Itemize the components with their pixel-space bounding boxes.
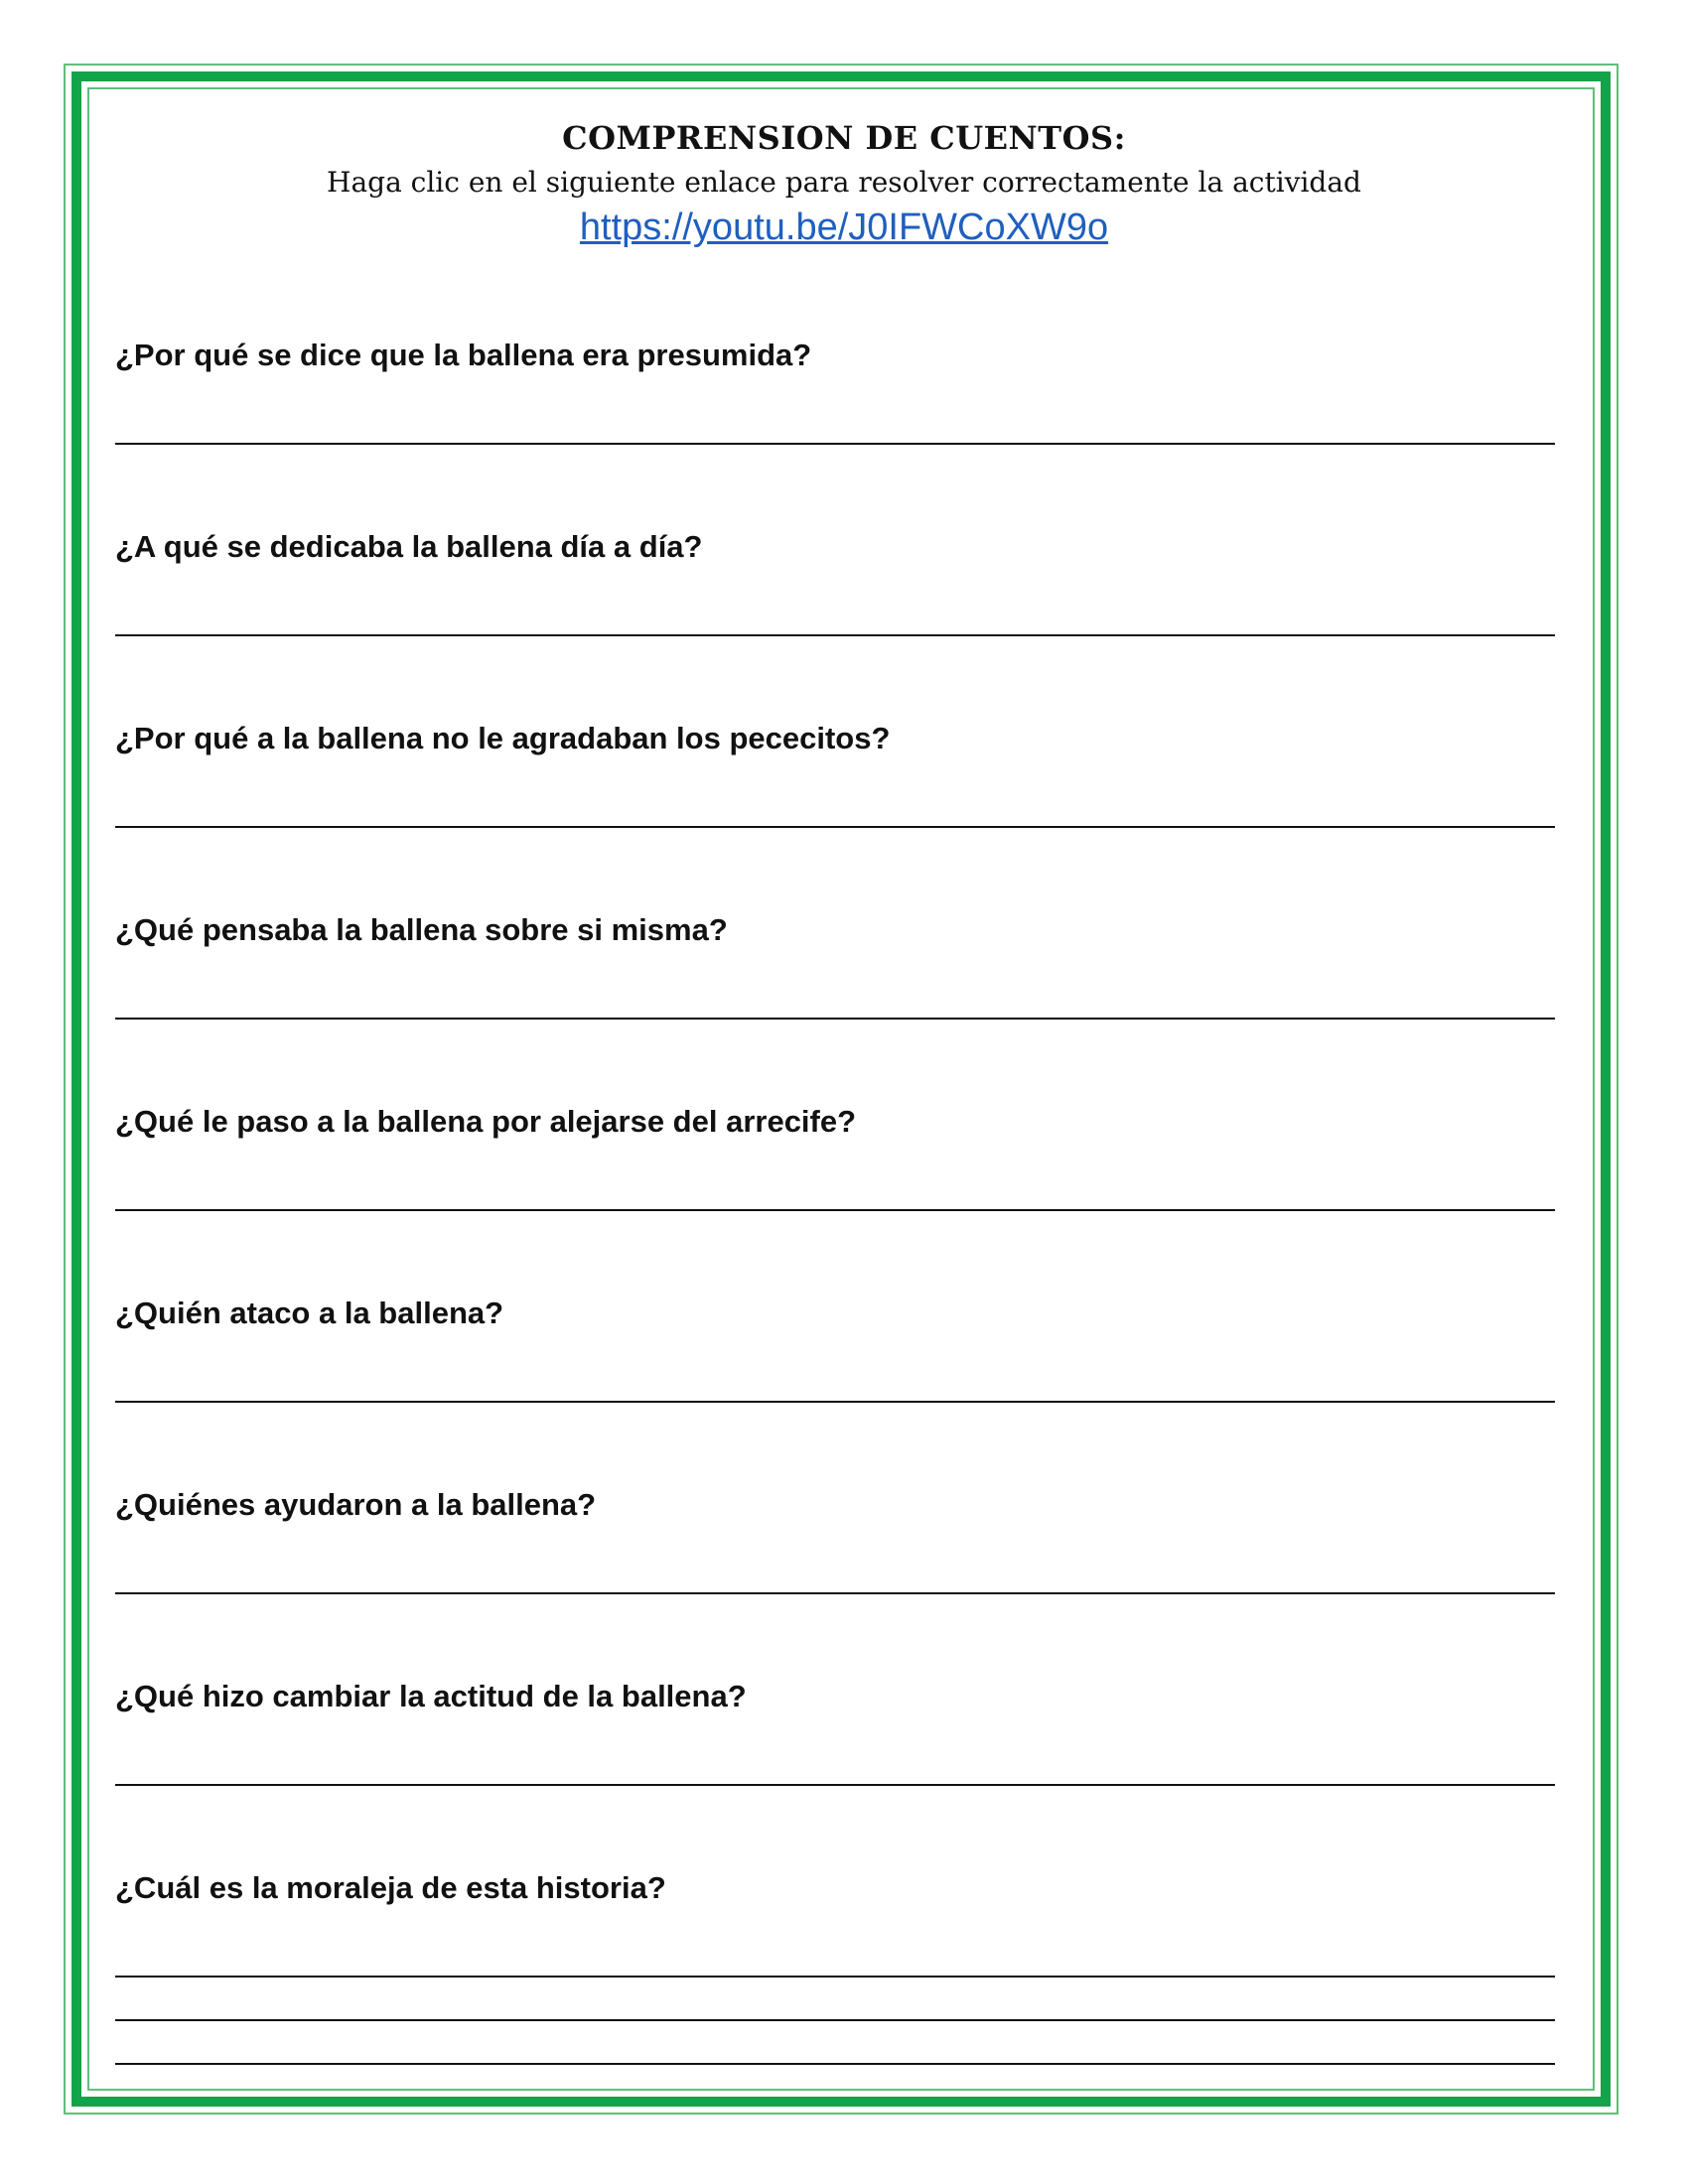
answer-line-4[interactable] [115,1018,1555,1020]
question-9: ¿Cuál es la moraleja de esta historia? [115,1870,666,1905]
answer-line-9a[interactable] [115,1976,1555,1978]
question-4: ¿Qué pensaba la ballena sobre si misma? [115,912,728,947]
worksheet-instructions: Haga clic en el siguiente enlace para resolver correctamente la actividad [327,166,1361,199]
answer-line-9b[interactable] [115,2019,1555,2021]
question-5: ¿Qué le paso a la ballena por alejarse del arrecife? [115,1104,857,1139]
answer-line-6[interactable] [115,1401,1555,1403]
question-8: ¿Qué hizo cambiar la actitud de la ballena? [115,1679,747,1713]
answer-line-7[interactable] [115,1592,1555,1594]
page-border-inner [87,87,1595,2091]
question-7: ¿Quiénes ayudaron a la ballena? [115,1487,597,1522]
answer-line-5[interactable] [115,1209,1555,1211]
question-1: ¿Por qué se dice que la ballena era presumida? [115,338,812,372]
answer-line-3[interactable] [115,826,1555,828]
video-link[interactable]: https://youtu.be/J0IFWCoXW9o [579,206,1109,248]
answer-line-2[interactable] [115,634,1555,636]
question-6: ¿Quién ataco a la ballena? [115,1296,504,1330]
answer-line-1[interactable] [115,443,1555,445]
question-3: ¿Por qué a la ballena no le agradaban los pececitos? [115,721,891,755]
answer-line-9c[interactable] [115,2063,1555,2065]
question-2: ¿A qué se dedicaba la ballena día a día? [115,529,703,564]
answer-line-8[interactable] [115,1784,1555,1786]
worksheet-title: COMPRENSION DE CUENTOS: [562,119,1126,157]
